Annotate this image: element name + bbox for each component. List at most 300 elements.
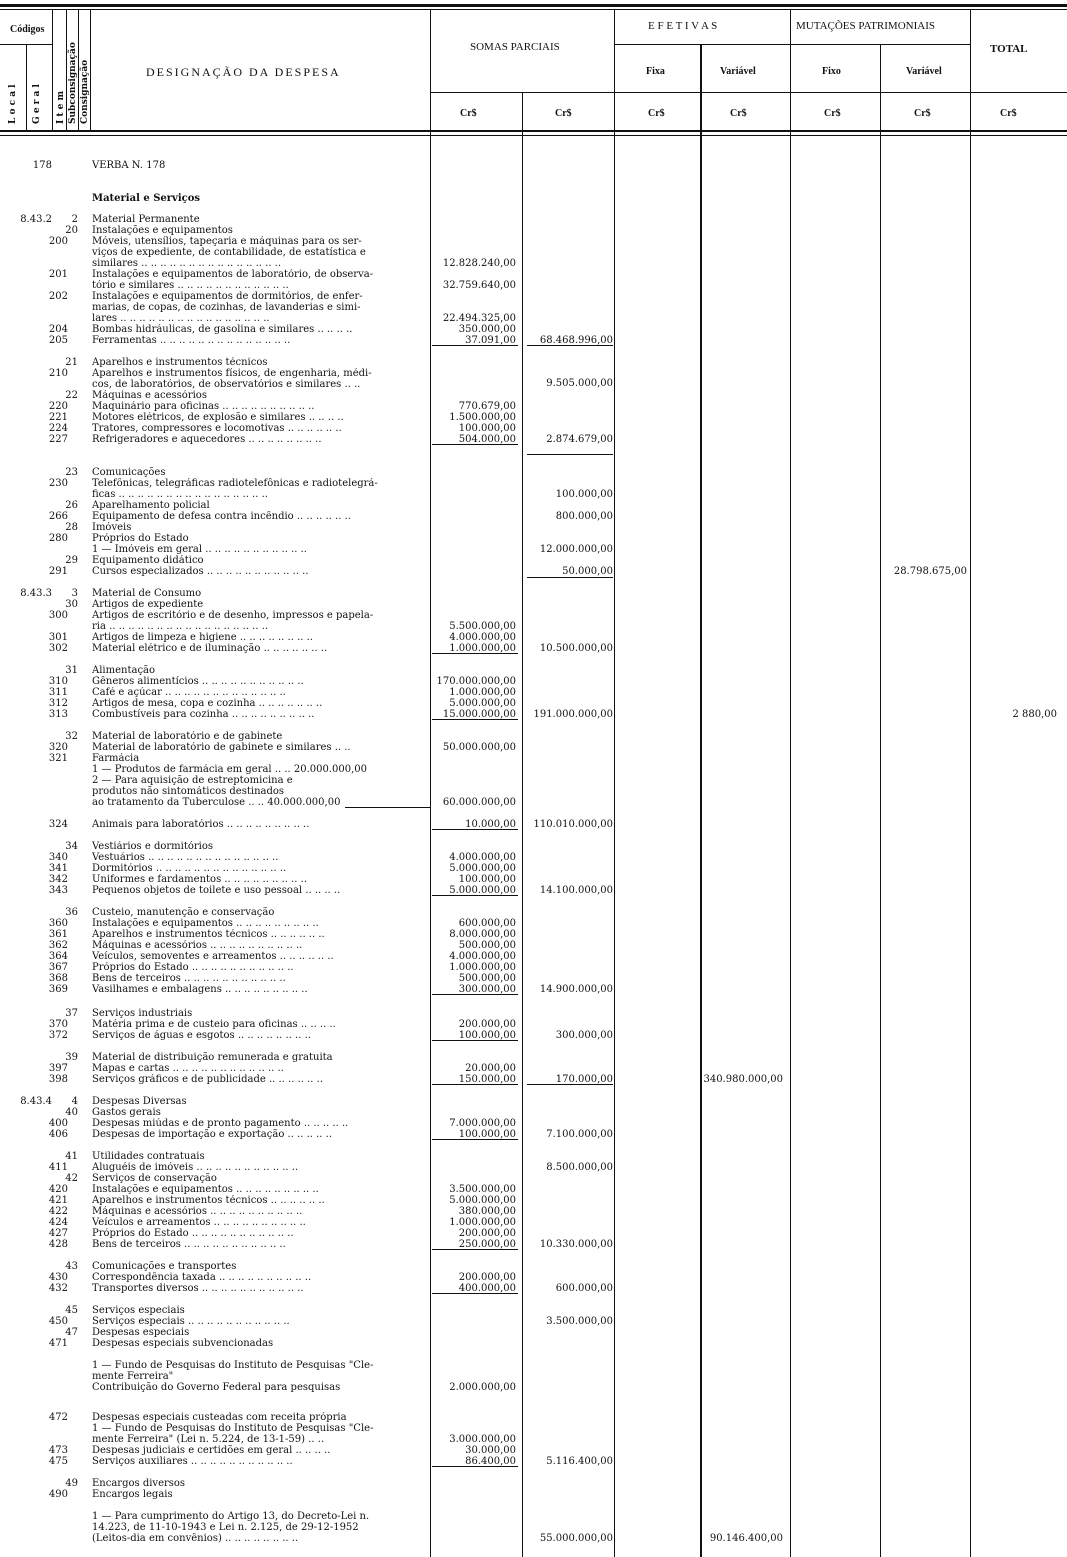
table-row <box>0 632 1067 643</box>
soma-parcial-1: 300.000,00 <box>458 984 516 995</box>
table-row <box>0 225 1067 236</box>
code-item: 200 <box>48 236 68 247</box>
soma-parcial-2: 3.500.000,00 <box>546 1316 613 1327</box>
header-somas-parciais: SOMAS PARCIAIS <box>470 41 560 53</box>
table-row <box>0 1382 1067 1393</box>
designacao: Instalações e equipamentos de laboratório, de observa- <box>92 269 374 280</box>
soma-parcial-2: 191.000.000,00 <box>533 709 613 720</box>
table-row <box>0 1456 1067 1467</box>
soma-parcial-1: 32.759.640,00 <box>442 280 516 291</box>
designacao: Despesas miúdas e de pronto pagamento .. .. .. .. .. <box>92 1118 349 1129</box>
code-subconsignacao: 4 <box>71 1096 78 1107</box>
table-row <box>0 1228 1067 1239</box>
code-item: 291 <box>48 566 68 577</box>
header-fixa: Fixa <box>646 66 665 77</box>
code-item: 411 <box>48 1162 68 1173</box>
code-item: 432 <box>48 1283 68 1294</box>
table-row <box>0 1327 1067 1338</box>
currency-col5: Cr$ <box>824 108 841 119</box>
code-item: 204 <box>48 324 68 335</box>
table-row <box>0 1063 1067 1074</box>
soma-parcial-1: 1.000.000,00 <box>449 962 516 973</box>
table-row <box>0 1129 1067 1140</box>
designacao: Café e açúcar .. .. .. .. .. .. .. .. .. .. .. .. .. <box>92 687 286 698</box>
soma-parcial-2: 9.505.000,00 <box>546 378 613 389</box>
designacao: 1 — Produtos de farmácia em geral .. .. 20.000.000,00 <box>92 764 368 775</box>
designacao: Gastos gerais <box>92 1107 161 1118</box>
soma-parcial-1: 7.000.000,00 <box>449 1118 516 1129</box>
table-row <box>0 907 1067 918</box>
soma-parcial-1: 5.000.000,00 <box>449 885 516 896</box>
soma-parcial-1: 5.000.000,00 <box>449 863 516 874</box>
table-row <box>0 764 1067 775</box>
designacao: 1 — Fundo de Pesquisas do Instituto de Pesquisas "Cle- <box>92 1423 374 1434</box>
soma-parcial-1: 50.000.000,00 <box>442 742 516 753</box>
designacao: Vasilhames e embalagens .. .. .. .. .. .. .. .. .. <box>92 984 308 995</box>
designacao: ao tratamento da Tuberculose .. .. 40.000.000,00 <box>92 797 341 808</box>
table-row <box>0 1184 1067 1195</box>
table-row <box>0 1305 1067 1316</box>
header-subconsignacao: Subconsignação <box>68 42 78 124</box>
table-row <box>0 533 1067 544</box>
designacao: Despesas especiais custeadas com receita própria <box>92 1412 347 1423</box>
designacao: mente Ferreira" (Lei n. 5.224, de 13-1-59) .. .. <box>92 1434 325 1445</box>
code-item: 312 <box>48 698 68 709</box>
designacao: Gêneros alimentícios .. .. .. .. .. .. .. .. .. .. .. <box>92 676 304 687</box>
code-item: 367 <box>48 962 68 973</box>
code-item: 420 <box>48 1184 68 1195</box>
soma-parcial-2: 5.116.400,00 <box>546 1456 613 1467</box>
soma-parcial-2: 170.000,00 <box>555 1074 613 1085</box>
table-row <box>0 478 1067 489</box>
designacao: Próprios do Estado .. .. .. .. .. .. .. .. .. .. .. <box>92 962 294 973</box>
designacao: Custeio, manutenção e conservação <box>92 907 275 918</box>
table-row <box>0 852 1067 863</box>
subtotal-rule <box>527 454 613 455</box>
table-row <box>0 1445 1067 1456</box>
code-item: 369 <box>48 984 68 995</box>
code-item: 398 <box>48 1074 68 1085</box>
designacao: Instalações e equipamentos .. .. .. .. .. .. .. .. .. <box>92 1184 319 1195</box>
designacao: Serviços industriais <box>92 1008 193 1019</box>
table-row <box>0 1217 1067 1228</box>
table-row <box>0 1151 1067 1162</box>
code-item: 400 <box>48 1118 68 1129</box>
designacao: Tratores, compressores e locomotivas .. .. .. .. .. .. <box>92 423 342 434</box>
header-variavel2: Variável <box>906 66 942 77</box>
code-item: 202 <box>48 291 68 302</box>
code-item: 364 <box>48 951 68 962</box>
code-subconsignacao: 26 <box>65 500 78 511</box>
code-item: 220 <box>48 401 68 412</box>
table-row <box>0 1533 1067 1544</box>
code-subconsignacao: 29 <box>65 555 78 566</box>
header-local: L o c a l <box>8 84 18 124</box>
soma-parcial-2: 300.000,00 <box>555 1030 613 1041</box>
designacao: viços de expediente, de contabilidade, de estatística e <box>92 247 366 258</box>
table-row <box>0 423 1067 434</box>
subtotal-rule <box>527 577 613 578</box>
code-item: 450 <box>48 1316 68 1327</box>
code-subconsignacao: 49 <box>65 1478 78 1489</box>
efetiva-variavel: 340.980.000,00 <box>703 1074 783 1085</box>
designacao: Vestuários .. .. .. .. .. .. .. .. .. .. .. .. .. .. <box>92 852 279 863</box>
soma-parcial-1: 600.000,00 <box>458 918 516 929</box>
table-row <box>0 412 1067 423</box>
soma-parcial-2: 110.010.000,00 <box>533 819 613 830</box>
code-item: 421 <box>48 1195 68 1206</box>
code-local: 178 <box>32 160 52 171</box>
table-row <box>0 874 1067 885</box>
rule <box>66 10 67 130</box>
designacao: Instalações e equipamentos de dormitórios, de enfer- <box>92 291 363 302</box>
table-row <box>0 1283 1067 1294</box>
table-row <box>0 1107 1067 1118</box>
designacao: Veículos e arreamentos .. .. .. .. .. .. .. .. .. .. <box>92 1217 306 1228</box>
designacao: Aparelhos e instrumentos técnicos .. .. .. .. .. .. <box>92 1195 325 1206</box>
total: 2 880,00 <box>1012 709 1057 720</box>
code-item: 340 <box>48 852 68 863</box>
designacao: Imóveis <box>92 522 132 533</box>
designacao: Despesas Diversas <box>92 1096 187 1107</box>
designacao: 1 — Imóveis em geral .. .. .. .. .. .. .. .. .. .. .. <box>92 544 307 555</box>
code-subconsignacao: 47 <box>65 1327 78 1338</box>
table-row <box>0 1261 1067 1272</box>
table-row <box>0 643 1067 654</box>
code-item: 342 <box>48 874 68 885</box>
designacao: Instalações e equipamentos .. .. .. .. .. .. .. .. .. <box>92 918 319 929</box>
designacao: Correspondência taxada .. .. .. .. .. .. .. .. .. .. <box>92 1272 312 1283</box>
soma-parcial-1: 8.000.000,00 <box>449 929 516 940</box>
code-item: 490 <box>48 1489 68 1500</box>
soma-parcial-1: 500.000,00 <box>458 973 516 984</box>
table-row <box>0 269 1067 280</box>
header-codigos: Códigos <box>10 24 45 35</box>
table-row <box>0 291 1067 302</box>
designacao: Material elétrico e de iluminação .. .. .. .. .. .. .. <box>92 643 328 654</box>
table-row <box>0 280 1067 291</box>
table-row <box>0 1118 1067 1129</box>
code-subconsignacao: 2 <box>71 214 78 225</box>
table-row <box>0 962 1067 973</box>
soma-parcial-1: 60.000.000,00 <box>442 797 516 808</box>
designacao: Combustíveis para cozinha .. .. .. .. .. .. .. .. .. <box>92 709 315 720</box>
designacao: Equipamento didático <box>92 555 204 566</box>
soma-parcial-1: 30.000,00 <box>465 1445 516 1456</box>
code-subconsignacao: 22 <box>65 390 78 401</box>
designacao: ria .. .. .. .. .. .. .. .. .. .. .. .. .. .. .. .. .. <box>92 621 269 632</box>
code-item: 341 <box>48 863 68 874</box>
soma-parcial-1: 5.000.000,00 <box>449 698 516 709</box>
soma-parcial-1: 770.679,00 <box>458 401 516 412</box>
code-subconsignacao: 3 <box>71 588 78 599</box>
table-row <box>0 1162 1067 1173</box>
table-row <box>0 522 1067 533</box>
header-total: TOTAL <box>990 43 1028 55</box>
table-row <box>0 599 1067 610</box>
designacao: Vestiários e dormitórios <box>92 841 213 852</box>
table-row <box>0 1195 1067 1206</box>
table-row <box>0 676 1067 687</box>
designacao: ficas .. .. .. .. .. .. .. .. .. .. .. .. .. .. .. .. <box>92 489 268 500</box>
table-row <box>0 973 1067 984</box>
designacao: cos, de laboratórios, de observatórios e similares .. .. <box>92 379 361 390</box>
code-item: 475 <box>48 1456 68 1467</box>
soma-parcial-1: 350.000,00 <box>458 324 516 335</box>
table-row <box>0 1338 1067 1349</box>
top-rule-thin <box>0 9 1067 10</box>
designacao: Animais para laboratórios .. .. .. .. .. .. .. .. .. <box>92 819 310 830</box>
soma-parcial-1: 200.000,00 <box>458 1228 516 1239</box>
rule <box>78 10 79 130</box>
table-row <box>0 434 1067 445</box>
code-item: 427 <box>48 1228 68 1239</box>
table-row <box>0 819 1067 830</box>
soma-parcial-1: 250.000,00 <box>458 1239 516 1250</box>
code-item: 324 <box>48 819 68 830</box>
soma-parcial-1: 22.494.325,00 <box>442 313 516 324</box>
code-item: 370 <box>48 1019 68 1030</box>
soma-parcial-1: 100.000,00 <box>458 874 516 885</box>
code-item: 406 <box>48 1129 68 1140</box>
designacao: 1 — Para cumprimento do Artigo 13, do Decreto-Lei n. <box>92 1511 370 1522</box>
currency-col2: Cr$ <box>555 108 572 119</box>
code-subconsignacao: 30 <box>65 599 78 610</box>
table-row <box>0 555 1067 566</box>
code-subconsignacao: 41 <box>65 1151 78 1162</box>
designacao: 14.223, de 11-10-1943 e Lei n. 2.125, de 29-12-1952 <box>92 1522 359 1533</box>
table-row <box>0 1371 1067 1382</box>
rule <box>614 44 970 45</box>
soma-parcial-1: 200.000,00 <box>458 1019 516 1030</box>
table-row <box>0 929 1067 940</box>
designacao: Utilidades contratuais <box>92 1151 205 1162</box>
table-row <box>0 775 1067 786</box>
designacao: Material de distribuição remunerada e gratuita <box>92 1052 333 1063</box>
header-variavel: Variável <box>720 66 756 77</box>
designacao: Telefônicas, telegráficas radiotelefônicas e radiotelegrá- <box>92 478 378 489</box>
code-subconsignacao: 42 <box>65 1173 78 1184</box>
soma-parcial-1: 100.000,00 <box>458 1129 516 1140</box>
table-row <box>0 1360 1067 1371</box>
header-mutacoes: MUTAÇÕES PATRIMONIAIS <box>796 20 935 32</box>
designacao: Cursos especializados .. .. .. .. .. .. .. .. .. .. .. <box>92 566 309 577</box>
table-row <box>0 1272 1067 1283</box>
header-efetivas: E F E T I V A S <box>648 20 718 32</box>
header-consignacao: Consignação <box>80 59 90 124</box>
top-rule <box>0 4 1067 7</box>
currency-col6: Cr$ <box>914 108 931 119</box>
designacao: Contribuição do Governo Federal para pesquisas <box>92 1382 341 1393</box>
designacao: Bens de terceiros .. .. .. .. .. .. .. .. .. .. .. <box>92 973 286 984</box>
table-row <box>0 1173 1067 1184</box>
table-row <box>0 160 1067 171</box>
soma-parcial-2: 55.000.000,00 <box>539 1533 613 1544</box>
code-subconsignacao: 32 <box>65 731 78 742</box>
soma-parcial-2: 100.000,00 <box>555 489 613 500</box>
code-subconsignacao: 40 <box>65 1107 78 1118</box>
designacao: Material de laboratório e de gabinete <box>92 731 283 742</box>
designacao: Aparelhos e instrumentos físicos, de engenharia, médi- <box>92 368 372 379</box>
designacao: Bombas hidráulicas, de gasolina e similares .. .. .. .. <box>92 324 353 335</box>
table-row <box>0 302 1067 313</box>
designacao: Alimentação <box>92 665 156 676</box>
designacao: Material Permanente <box>92 214 200 225</box>
code-subconsignacao: 28 <box>65 522 78 533</box>
soma-parcial-1: 86.400,00 <box>465 1456 516 1467</box>
designacao: mente Ferreira" <box>92 1371 174 1382</box>
table-row <box>0 951 1067 962</box>
designacao: Máquinas e acessórios .. .. .. .. .. .. .. .. .. .. <box>92 940 303 951</box>
soma-parcial-2: 68.468.996,00 <box>539 335 613 346</box>
header-bottom-rule-thin <box>0 135 1067 136</box>
efetiva-variavel: 90.146.400,00 <box>709 1533 783 1544</box>
code-item: 430 <box>48 1272 68 1283</box>
rule <box>90 10 91 130</box>
table-row <box>0 621 1067 632</box>
code-subconsignacao: 20 <box>65 225 78 236</box>
code-subconsignacao: 34 <box>65 841 78 852</box>
designacao: tório e similares .. .. .. .. .. .. .. .. .. .. .. .. <box>92 280 289 291</box>
designacao: Artigos de mesa, copa e cozinha .. .. .. .. .. .. .. <box>92 698 323 709</box>
designacao: Comunicações e transportes <box>92 1261 237 1272</box>
code-subconsignacao: 31 <box>65 665 78 676</box>
code-subconsignacao: 39 <box>65 1052 78 1063</box>
designacao: Aparelhamento policial <box>92 500 210 511</box>
code-item: 201 <box>48 269 68 280</box>
designacao: Equipamento de defesa contra incêndio .. .. .. .. .. .. <box>92 511 351 522</box>
soma-parcial-1: 37.091,00 <box>465 335 516 346</box>
code-item: 428 <box>48 1239 68 1250</box>
soma-parcial-1: 3.500.000,00 <box>449 1184 516 1195</box>
soma-parcial-2: 10.500.000,00 <box>539 643 613 654</box>
designacao: 1 — Fundo de Pesquisas do Instituto de Pesquisas "Cle- <box>92 1360 374 1371</box>
code-item: 422 <box>48 1206 68 1217</box>
table-row <box>0 467 1067 478</box>
table-row <box>0 885 1067 896</box>
designacao: Serviços especiais <box>92 1305 185 1316</box>
soma-parcial-2: 12.000.000,00 <box>539 544 613 555</box>
soma-parcial-1: 500.000,00 <box>458 940 516 951</box>
table-row <box>0 665 1067 676</box>
soma-parcial-2: 10.330.000,00 <box>539 1239 613 1250</box>
table-row <box>0 709 1067 720</box>
header-geral: G e r a l <box>32 84 42 124</box>
designacao: Ferramentas .. .. .. .. .. .. .. .. .. .. .. .. .. .. <box>92 335 291 346</box>
code-item: 205 <box>48 335 68 346</box>
code-item: 221 <box>48 412 68 423</box>
designacao: Motores elétricos, de explosão e similares .. .. .. .. <box>92 412 344 423</box>
soma-parcial-1: 100.000,00 <box>458 423 516 434</box>
currency-col3: Cr$ <box>648 108 665 119</box>
designacao: Veículos, semoventes e arreamentos .. .. .. .. .. .. <box>92 951 334 962</box>
code-item: 320 <box>48 742 68 753</box>
designacao: Despesas especiais subvencionadas <box>92 1338 274 1349</box>
table-row <box>0 841 1067 852</box>
table-row <box>0 1478 1067 1489</box>
designacao: Máquinas e acessórios <box>92 390 207 401</box>
soma-parcial-1: 504.000,00 <box>458 434 516 445</box>
table-row <box>0 1030 1067 1041</box>
code-item: 472 <box>48 1412 68 1423</box>
designacao: Matéria prima e de custeio para oficinas .. .. .. .. <box>92 1019 336 1030</box>
soma-parcial-1: 4.000.000,00 <box>449 951 516 962</box>
table-row <box>0 753 1067 764</box>
soma-parcial-2: 600.000,00 <box>555 1283 613 1294</box>
table-row <box>0 335 1067 346</box>
table-row <box>0 1206 1067 1217</box>
table-row <box>0 193 1067 204</box>
soma-parcial-1: 10.000,00 <box>465 819 516 830</box>
soma-parcial-1: 20.000,00 <box>465 1063 516 1074</box>
code-item: 210 <box>48 368 68 379</box>
table-row <box>0 313 1067 324</box>
designacao: Despesas de importação e exportação .. .. .. .. .. <box>92 1129 333 1140</box>
soma-parcial-1: 100.000,00 <box>458 1030 516 1041</box>
table-row <box>0 698 1067 709</box>
soma-parcial-1: 4.000.000,00 <box>449 632 516 643</box>
table-row <box>0 786 1067 797</box>
code-item: 343 <box>48 885 68 896</box>
table-row <box>0 940 1067 951</box>
designacao: Maquinário para oficinas .. .. .. .. .. .. .. .. .. .. <box>92 401 315 412</box>
header-item: I t e m <box>56 90 66 124</box>
soma-parcial-1: 15.000.000,00 <box>442 709 516 720</box>
table-row <box>0 1522 1067 1533</box>
soma-parcial-1: 5.500.000,00 <box>449 621 516 632</box>
code-subconsignacao: 21 <box>65 357 78 368</box>
code-item: 313 <box>48 709 68 720</box>
currency-col7: Cr$ <box>1000 108 1017 119</box>
soma-parcial-1: 1.500.000,00 <box>449 412 516 423</box>
soma-parcial-1: 170.000.000,00 <box>436 676 516 687</box>
soma-parcial-1: 2.000.000,00 <box>449 1382 516 1393</box>
code-subconsignacao: 36 <box>65 907 78 918</box>
designacao: Uniformes e fardamentos .. .. .. .. .. .. .. .. .. <box>92 874 308 885</box>
code-item: 266 <box>48 511 68 522</box>
table-row <box>0 610 1067 621</box>
rule <box>52 10 53 130</box>
soma-parcial-2: 50.000,00 <box>562 566 613 577</box>
designacao: Aluguéis de imóveis .. .. .. .. .. .. .. .. .. .. .. <box>92 1162 299 1173</box>
designacao: Despesas especiais <box>92 1327 190 1338</box>
table-row <box>0 742 1067 753</box>
code-item: 360 <box>48 918 68 929</box>
designacao: similares .. .. .. .. .. .. .. .. .. .. .. .. .. .. .. <box>92 258 282 269</box>
soma-parcial-2: 14.900.000,00 <box>539 984 613 995</box>
table-row <box>0 1239 1067 1250</box>
code-item: 473 <box>48 1445 68 1456</box>
code-local: 8.43.4 <box>20 1096 52 1107</box>
soma-parcial-1: 380.000,00 <box>458 1206 516 1217</box>
designacao: Artigos de expediente <box>92 599 204 610</box>
designacao: marias, de copas, de cozinhas, de lavanderias e simi- <box>92 302 361 313</box>
designacao: Refrigeradores e aquecedores .. .. .. .. .. .. .. .. <box>92 434 322 445</box>
designacao: VERBA N. 178 <box>92 160 166 171</box>
designacao: Instalações e equipamentos <box>92 225 233 236</box>
code-item: 310 <box>48 676 68 687</box>
designacao: Material de Consumo <box>92 588 202 599</box>
soma-parcial-2: 2.874.679,00 <box>546 434 613 445</box>
table-row <box>0 731 1067 742</box>
code-subconsignacao: 45 <box>65 1305 78 1316</box>
soma-parcial-2: 8.500.000,00 <box>546 1162 613 1173</box>
table-row <box>0 511 1067 522</box>
code-item: 302 <box>48 643 68 654</box>
table-row <box>0 1489 1067 1500</box>
designacao: Próprios do Estado <box>92 533 189 544</box>
currency-col4: Cr$ <box>730 108 747 119</box>
